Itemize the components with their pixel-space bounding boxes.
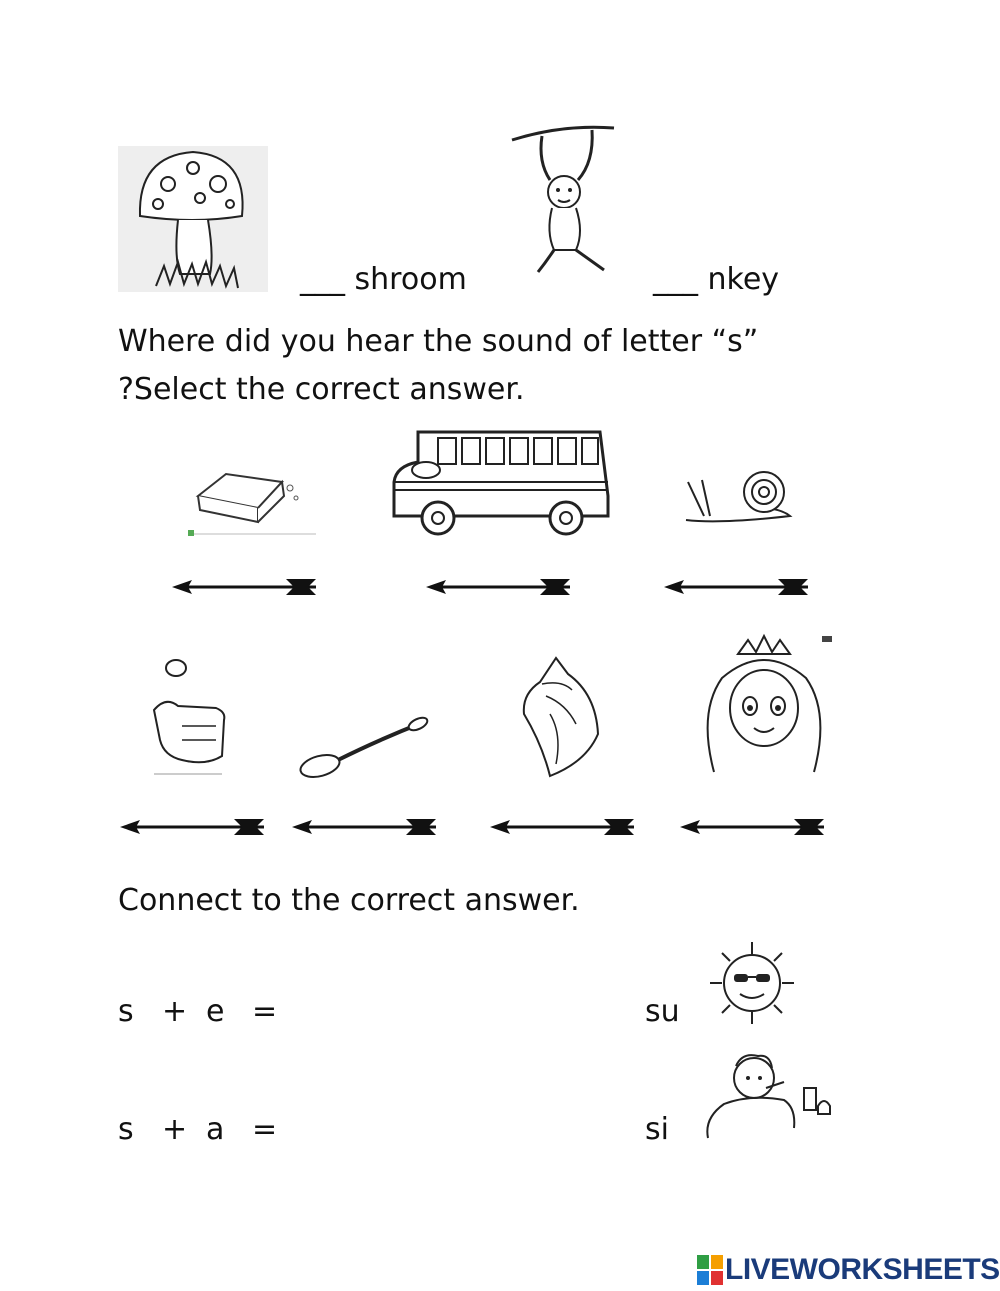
snail-icon <box>680 464 800 530</box>
liveworksheets-logo-icon <box>697 1255 723 1285</box>
arrow-icon[interactable] <box>488 815 638 839</box>
coin-thumb-picture[interactable] <box>146 656 236 780</box>
mushroom-icon <box>118 146 268 292</box>
princess-picture[interactable] <box>694 632 834 780</box>
monkey-picture <box>508 122 618 282</box>
liveworksheets-logo <box>697 1252 1000 1288</box>
equation-1-plus: + <box>162 994 188 1029</box>
sun-picture <box>700 940 804 1026</box>
equation-1-vowel: e <box>206 994 225 1029</box>
answer-su[interactable]: su <box>645 994 680 1029</box>
spoon-picture[interactable] <box>298 714 434 780</box>
answer-si[interactable]: si <box>645 1112 669 1147</box>
snail-picture[interactable] <box>680 464 800 530</box>
connect-instruction: Connect to the correct answer. <box>118 883 580 918</box>
equation-2-plus: + <box>162 1112 188 1147</box>
soap-picture[interactable] <box>186 438 321 543</box>
princess-icon <box>694 632 834 780</box>
arrow-icon[interactable] <box>678 815 828 839</box>
arrow-icon[interactable] <box>118 815 268 839</box>
equation-1-equals[interactable]: = <box>252 994 278 1029</box>
blank-nkey: ___ nkey <box>653 262 780 297</box>
equation-1-s: s <box>118 994 134 1029</box>
arrow-icon[interactable] <box>662 575 812 599</box>
arrow-icon[interactable] <box>290 815 440 839</box>
blank-shroom: ___ shroom <box>300 262 467 297</box>
question-line-2: ?Select the correct answer. <box>118 372 525 407</box>
question-line-1: Where did you hear the sound of letter “s” <box>118 324 759 359</box>
arrow-icon[interactable] <box>424 575 574 599</box>
equation-2-vowel: a <box>206 1112 225 1147</box>
mushroom-picture <box>118 146 268 292</box>
bus-picture[interactable] <box>388 426 613 540</box>
liveworksheets-brand: LIVEWORKSHEETS <box>725 1253 1000 1286</box>
coin-icon <box>146 656 236 780</box>
monkey-icon <box>508 122 618 282</box>
sick-child-icon <box>700 1048 834 1140</box>
bus-icon <box>388 426 613 540</box>
shell-icon <box>516 654 608 780</box>
equation-2-s: s <box>118 1112 134 1147</box>
sick-child-picture <box>700 1048 834 1140</box>
spoon-icon <box>298 714 434 780</box>
arrow-icon[interactable] <box>170 575 320 599</box>
shell-picture[interactable] <box>516 654 608 780</box>
soap-icon <box>186 438 321 543</box>
sun-icon <box>700 940 804 1026</box>
equation-2-equals[interactable]: = <box>252 1112 278 1147</box>
